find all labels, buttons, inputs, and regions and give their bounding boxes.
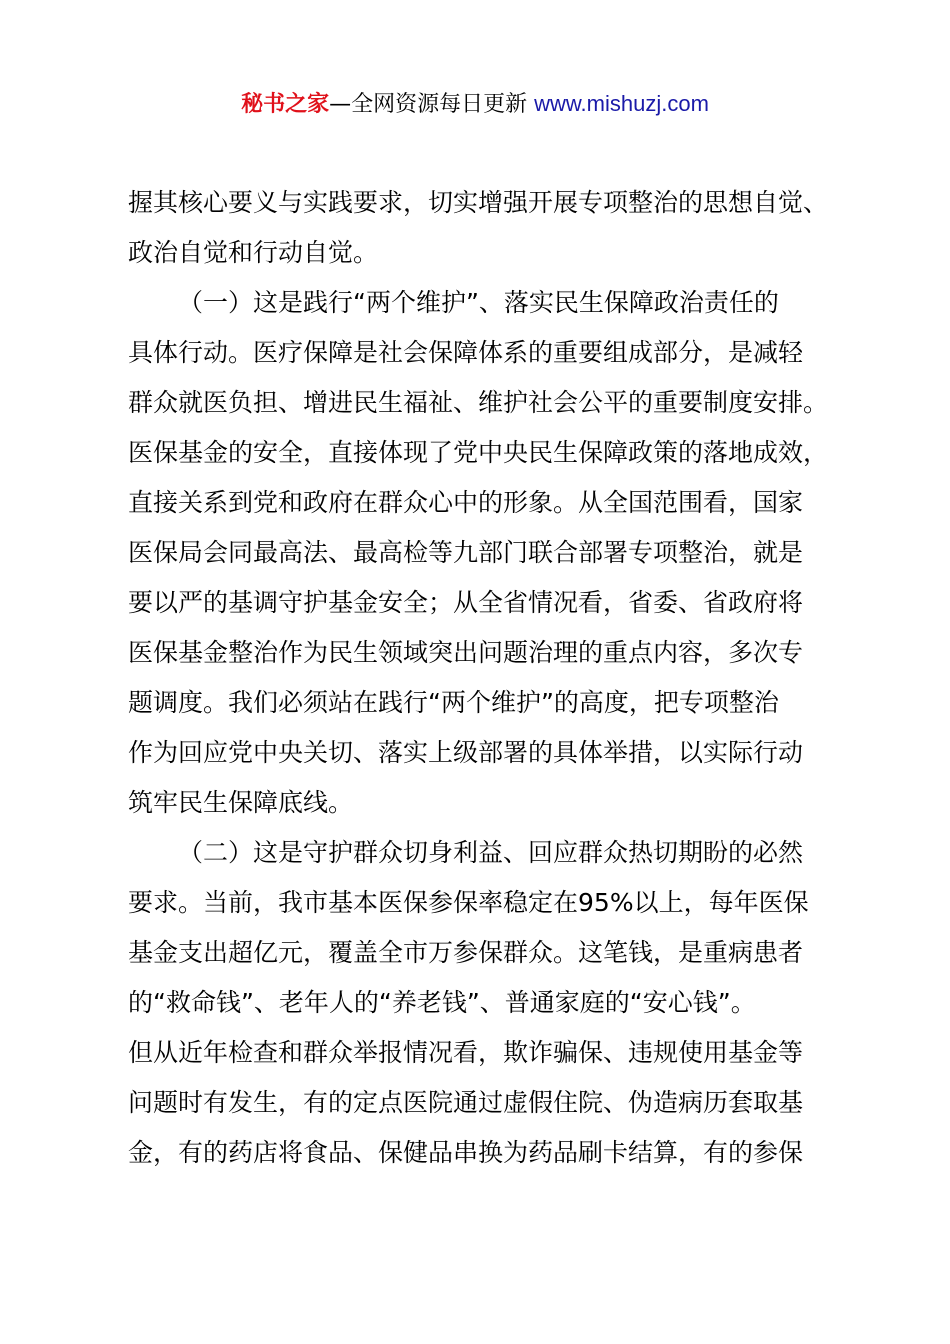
text-line: 作为回应党中央关切、落实上级部署的具体举措，以实际行动: [128, 738, 804, 767]
text-line: 医保局会同最高法、最高检等九部门联合部署专项整治，就是: [128, 538, 804, 567]
text-line: 问题时有发生，有的定点医院通过虚假住院、伪造病历套取基: [128, 1088, 804, 1117]
header-tagline: —全网资源每日更新: [329, 92, 535, 117]
text-line: 筑牢民生保障底线。: [128, 788, 354, 817]
text-line: 具体行动。医疗保障是社会保障体系的重要组成部分，是减轻: [128, 338, 804, 367]
text-line: 群众就医负担、增进民生福祉、维护社会公平的重要制度安排。: [128, 388, 829, 417]
section-heading-line: （一）这是践行“两个维护”、落实民生保障政治责任的: [178, 288, 779, 317]
text-line: 的“救命钱”、老年人的“养老钱”、普通家庭的“安心钱”。: [128, 988, 756, 1017]
text-line: 要以严的基调守护基金安全；从全省情况看，省委、省政府将: [128, 588, 804, 617]
text-line: 政治自觉和行动自觉。: [128, 238, 379, 267]
text-line: 医保基金整治作为民生领域突出问题治理的重点内容，多次专: [128, 638, 804, 667]
brand-name: 秘书之家: [241, 92, 330, 117]
text-line: 握其核心要义与实践要求，切实增强开展专项整治的思想自觉、: [128, 188, 829, 217]
document-body: [128, 178, 832, 1178]
section-heading-line: （二）这是守护群众切身利益、回应群众热切期盼的必然: [178, 838, 804, 867]
text-line: 但从近年检查和群众举报情况看，欺诈骗保、违规使用基金等: [128, 1038, 804, 1067]
text-line: 要求。当前，我市基本医保参保率稳定在95%以上，每年医保: [128, 888, 809, 917]
website-link[interactable]: www.mishuzj.com: [534, 91, 709, 116]
text-line: 直接关系到党和政府在群众心中的形象。从全国范围看，国家: [128, 488, 804, 517]
text-line: 金，有的药店将食品、保健品串换为药品刷卡结算，有的参保: [128, 1138, 804, 1167]
page-header: [0, 88, 950, 121]
text-line: 基金支出超亿元，覆盖全市万参保群众。这笔钱，是重病患者: [128, 938, 804, 967]
text-line: 题调度。我们必须站在践行“两个维护”的高度，把专项整治: [128, 688, 779, 717]
text-line: 医保基金的安全，直接体现了党中央民生保障政策的落地成效，: [128, 438, 829, 467]
